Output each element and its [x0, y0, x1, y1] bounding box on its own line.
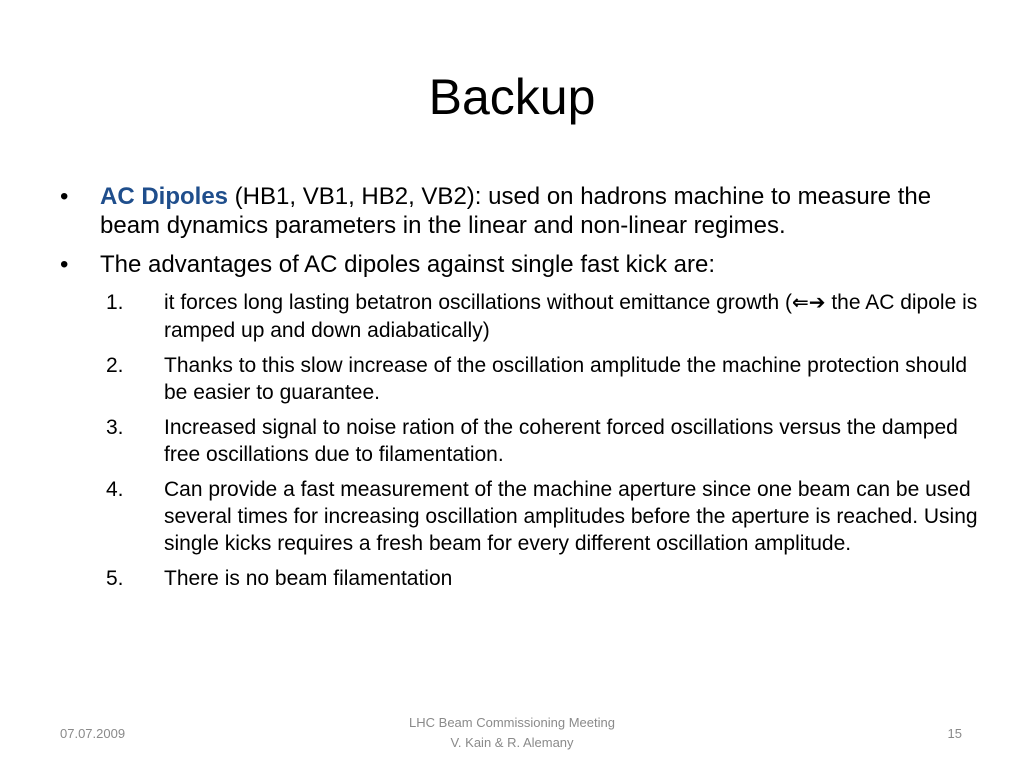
list-number: 2.: [106, 354, 124, 377]
footer-meeting-title: LHC Beam Commissioning Meeting: [409, 715, 615, 730]
footer-date: 07.07.2009: [60, 726, 126, 741]
ac-dipoles-highlight: AC Dipoles: [100, 183, 229, 210]
bullet-text: (HB1, VB1, HB2, VB2): used on hadrons machine to measure the beam dynamics parameters in the linear and non-linear regimes.: [100, 183, 932, 239]
footer-authors: V. Kain & R. Alemany: [450, 735, 574, 750]
slide-title: Backup: [428, 69, 596, 125]
bullet-text: The advantages of AC dipoles against single fast kick are:: [100, 251, 716, 278]
advantages-list: [100, 289, 980, 592]
footer-meeting: [312, 713, 712, 753]
list-number: 3.: [106, 416, 124, 439]
list-item-text: the AC dipole is ramped up and down adiabatically): [164, 291, 978, 342]
bullet-dot-icon: •: [60, 183, 69, 210]
double-arrow-icon: ⇐➔: [791, 292, 826, 314]
list-item-text: There is no beam filamentation: [164, 567, 453, 590]
list-item: [100, 414, 980, 468]
list-item-text: Thanks to this slow increase of the oscillation amplitude the machine protection should be easier to guarantee.: [164, 354, 968, 404]
list-item-text: Increased signal to noise ration of the coherent forced oscillations versus the damped free oscillations due to filamentation.: [164, 416, 958, 466]
bullet-dot-icon: •: [60, 251, 69, 278]
list-item-text: Can provide a fast measurement of the machine aperture since one beam can be used several times for increasing oscillation amplitudes before the aperture is reached. Using single kicks requires a fresh beam for every different oscillation amplitude.: [164, 478, 978, 555]
list-item: [100, 476, 980, 557]
list-number: 4.: [106, 478, 124, 501]
list-item-text: it forces long lasting betatron oscillations without emittance growth (: [164, 291, 792, 314]
list-number: 5.: [106, 567, 124, 590]
list-number: 1.: [106, 291, 124, 314]
list-item: [100, 565, 980, 592]
list-item: [100, 289, 980, 344]
slide-body: [60, 182, 980, 600]
bullet-advantages: [60, 250, 980, 279]
bullet-ac-dipoles: [60, 182, 980, 240]
list-item: [100, 352, 980, 406]
page-number: 15: [947, 726, 962, 741]
